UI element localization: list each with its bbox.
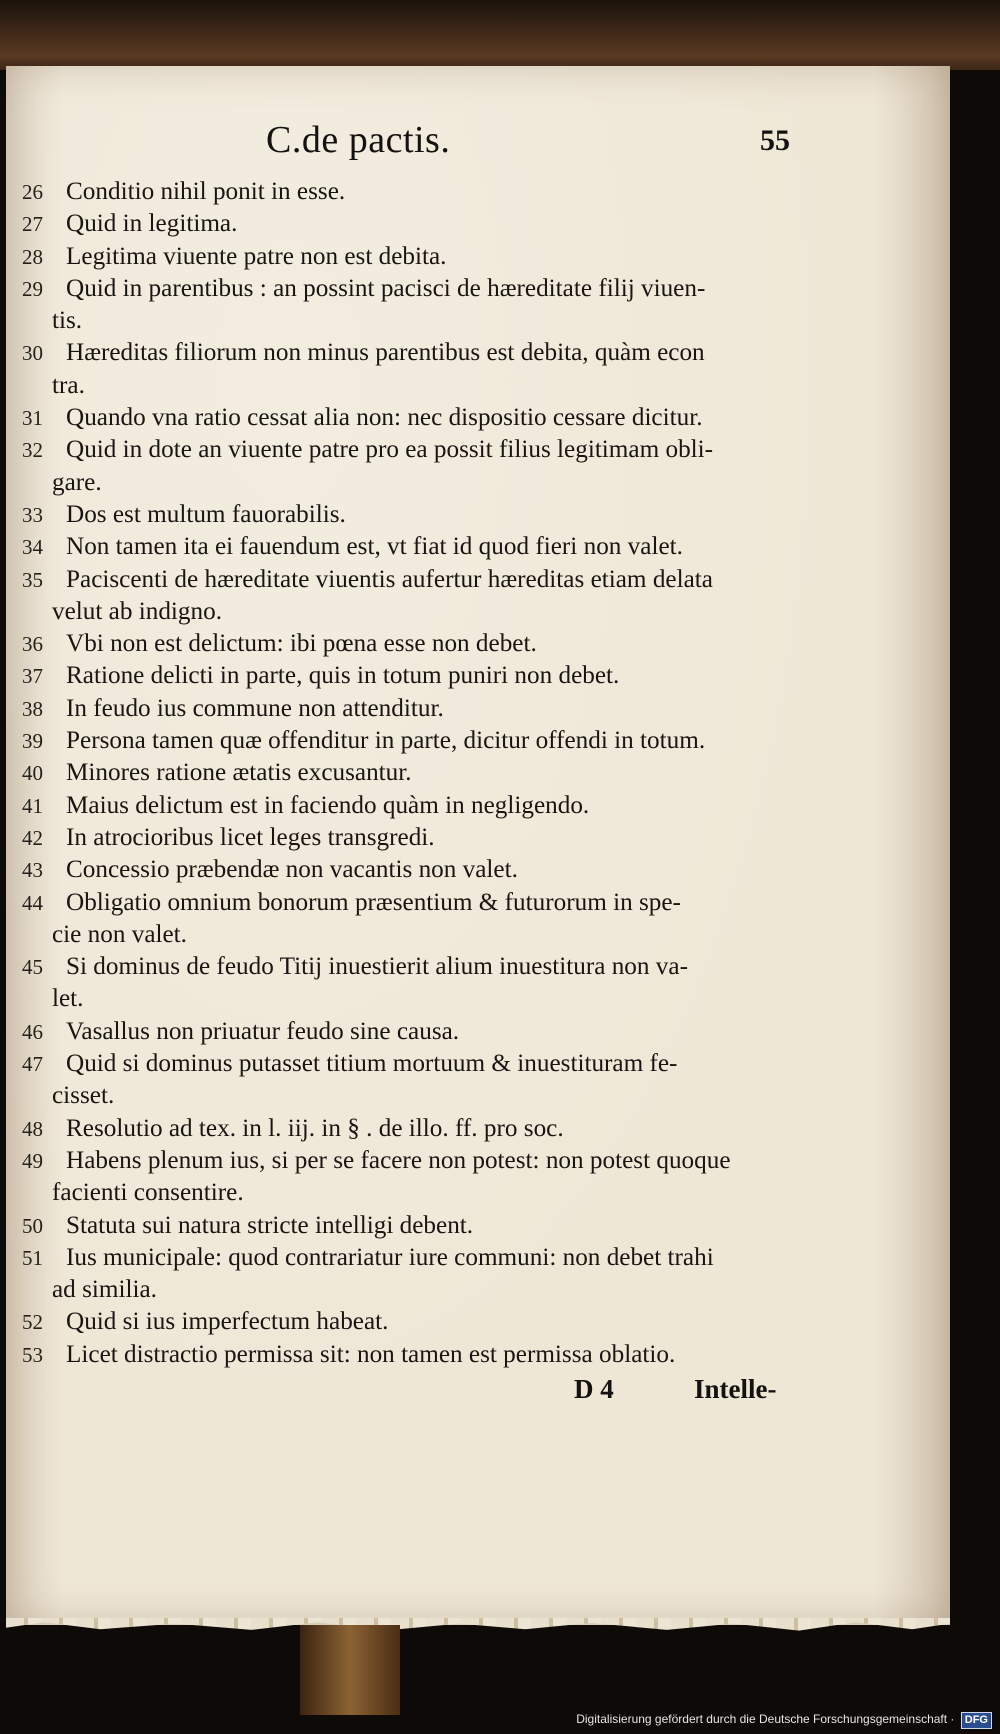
entry-number: 26 — [22, 180, 43, 204]
entry-text: Concessio præbendæ non vacantis non valet. — [66, 856, 518, 884]
folio-number: 55 — [760, 124, 790, 157]
entry-number: 39 — [22, 729, 43, 754]
list-item — [22, 757, 792, 789]
entry-number: 45 — [22, 955, 43, 980]
entry-number: 29 — [22, 276, 43, 301]
entry-continuation: cisset. — [52, 1082, 115, 1110]
entry-text: Maius delictum est in faciendo quàm in negligendo. — [66, 791, 590, 819]
entry-text: Persona tamen quæ offenditur in parte, dicitur offendi in totum. — [66, 727, 706, 755]
dfg-logo: DFG — [961, 1712, 992, 1729]
list-item — [22, 241, 792, 273]
book-spine — [300, 1625, 400, 1715]
entry-text: Obligatio omnium bonorum præsentium & futurorum in spe- — [66, 888, 681, 916]
summary-list — [22, 176, 792, 1371]
entry-continuation: let. — [52, 985, 84, 1013]
entry-number: 53 — [22, 1342, 43, 1367]
entry-text: Paciscenti de hæreditate viuentis aufertur hæreditas etiam delata — [66, 565, 713, 593]
entry-text: In feudo ius commune non attenditur. — [66, 694, 444, 722]
list-item — [22, 1016, 792, 1048]
page-header — [230, 118, 930, 168]
entry-text: Quid si dominus putasset titium mortuum & inuestituram fe- — [66, 1050, 678, 1078]
entry-number: 34 — [22, 535, 43, 560]
entry-text: Habens plenum ius, si per se facere non potest: non potest quoque — [66, 1146, 731, 1174]
list-item — [22, 1339, 792, 1371]
entry-number: 43 — [22, 858, 43, 883]
entry-text: Si dominus de feudo Titij inuestierit alium inuestitura non va- — [66, 953, 688, 981]
running-title: C.de pactis. — [266, 119, 451, 161]
list-item — [22, 176, 792, 208]
list-item — [22, 628, 792, 660]
entry-text: Dos est multum fauorabilis. — [66, 500, 346, 528]
entry-number: 44 — [22, 890, 43, 915]
list-item — [22, 887, 792, 952]
list-item — [22, 725, 792, 757]
list-item — [22, 951, 792, 1016]
entry-number: 46 — [22, 1019, 43, 1044]
list-item — [22, 1242, 792, 1307]
entry-text: Statuta sui natura stricte intelligi debent. — [66, 1211, 474, 1239]
list-item — [22, 1113, 792, 1145]
catchword: Intelle- — [694, 1374, 777, 1404]
list-item — [22, 499, 792, 531]
entry-number: 37 — [22, 664, 43, 689]
entry-text: Quid in parentibus : an possint pacisci de hæreditate filij viuen- — [66, 274, 706, 302]
book-edge-top — [0, 0, 1000, 70]
list-item — [22, 1306, 792, 1338]
entry-text: In atrocioribus licet leges transgredi. — [66, 823, 435, 851]
list-item — [22, 273, 792, 338]
entry-continuation: gare. — [52, 468, 102, 496]
entry-number: 47 — [22, 1052, 43, 1077]
entry-text: Legitima viuente patre non est debita. — [66, 242, 447, 270]
entry-number: 36 — [22, 632, 43, 657]
entry-number: 52 — [22, 1310, 43, 1335]
entry-text: Ius municipale: quod contrariatur iure communi: non debet trahi — [66, 1243, 714, 1271]
list-item — [22, 208, 792, 240]
entry-number: 27 — [22, 212, 43, 237]
entry-continuation: tis. — [52, 307, 83, 335]
entry-text: Quid si ius imperfectum habeat. — [66, 1308, 389, 1336]
list-item — [22, 564, 792, 629]
list-item — [22, 1048, 792, 1113]
entry-text: Licet distractio permissa sit: non tamen est permissa oblatio. — [66, 1340, 676, 1368]
list-item — [22, 854, 792, 886]
credit-text: Digitalisierung gefördert durch die Deutsche Forschungsgemeinschaft · — [576, 1712, 955, 1726]
signature-mark: D 4 — [574, 1374, 614, 1404]
list-item — [22, 1210, 792, 1242]
list-item — [22, 531, 792, 563]
entry-continuation: velut ab indigno. — [52, 597, 222, 625]
entry-text: Ratione delicti in parte, quis in totum puniri non debet. — [66, 662, 620, 690]
entry-number: 49 — [22, 1148, 43, 1173]
entry-number: 40 — [22, 761, 43, 786]
entry-number: 30 — [22, 341, 43, 366]
entry-text: Vasallus non priuatur feudo sine causa. — [66, 1017, 460, 1045]
entry-continuation: tra. — [52, 371, 85, 399]
digitization-credit — [576, 1708, 992, 1730]
entry-text: Conditio nihil ponit in esse. — [66, 178, 346, 205]
entry-continuation: ad similia. — [52, 1276, 157, 1304]
list-item — [22, 402, 792, 434]
entry-text: Resolutio ad tex. in l. iij. in § . de illo. ff. pro soc. — [66, 1114, 564, 1142]
list-item — [22, 822, 792, 854]
list-item — [22, 434, 792, 499]
list-item — [22, 660, 792, 692]
entry-text: Quid in dote an viuente patre pro ea possit filius legitimam obli- — [66, 436, 714, 464]
entry-text: Minores ratione ætatis excusantur. — [66, 759, 412, 787]
entry-continuation: facienti consentire. — [52, 1179, 244, 1207]
entry-number: 38 — [22, 696, 43, 721]
entry-number: 33 — [22, 502, 43, 527]
catchline — [570, 1374, 810, 1414]
list-item — [22, 693, 792, 725]
entry-number: 28 — [22, 244, 43, 269]
entry-number: 50 — [22, 1213, 43, 1238]
list-item — [22, 790, 792, 822]
entry-text: Non tamen ita ei fauendum est, vt fiat id quod fieri non valet. — [66, 533, 683, 561]
list-item — [22, 1145, 792, 1210]
list-item — [22, 337, 792, 402]
entry-text: Quando vna ratio cessat alia non: nec dispositio cessare dicitur. — [66, 404, 703, 432]
entry-continuation: cie non valet. — [52, 920, 187, 948]
entry-text: Quid in legitima. — [66, 210, 238, 238]
entry-number: 42 — [22, 825, 43, 850]
entry-number: 41 — [22, 793, 43, 818]
entry-text: Vbi non est delictum: ibi pœna esse non debet. — [66, 630, 537, 658]
entry-text: Hæreditas filiorum non minus parentibus est debita, quàm econ — [66, 339, 705, 367]
entry-number: 31 — [22, 406, 43, 431]
entry-number: 51 — [22, 1245, 43, 1270]
entry-number: 35 — [22, 567, 43, 592]
entry-number: 48 — [22, 1116, 43, 1141]
entry-number: 32 — [22, 438, 43, 463]
